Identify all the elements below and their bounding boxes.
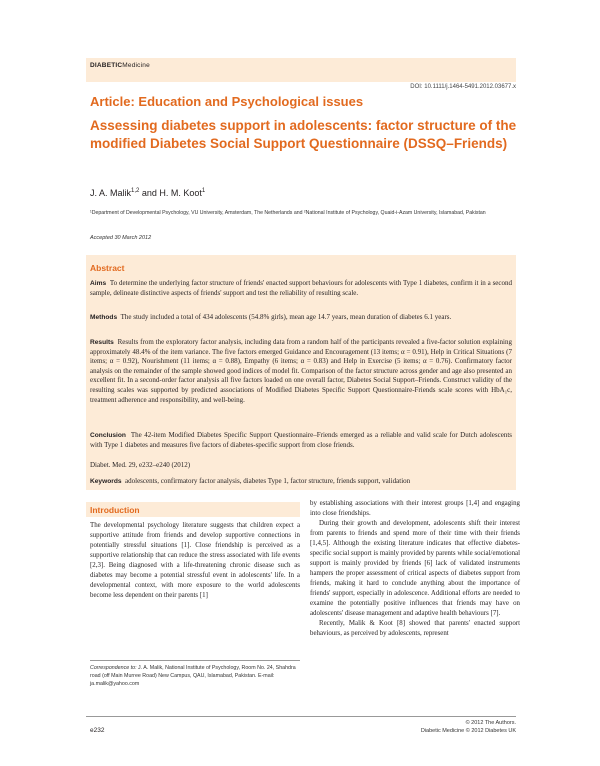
abstract-methods: Methods The study included a total of 434 adolescents (54.8% girls), mean age 14.7 years, mean duration of diabetes 6.1 years.	[90, 313, 452, 321]
abstract-conclusion: Conclusion The 42-item Modified Diabetes Specific Support Questionnaire–Friends emerged as a reliable and valid scale for Dutch adolescents with Type 1 diabetes and measures five factors of diabetes-specific support from close friends.	[90, 431, 513, 449]
keywords: Keywords adolescents, confirmatory factor analysis, diabetes Type 1, factor structure, friends support, validation	[90, 477, 411, 485]
intro-paragraph: Recently, Malik & Koot [8] showed that parents' enacted support behaviours, as perceived by adolescents, represent	[310, 620, 520, 637]
accepted-date: Accepted 30 March 2012	[90, 235, 152, 241]
copyright: © 2012 The Authors. Diabetic Medicine © 2012 Diabetes UK	[420, 720, 516, 734]
footer-rule	[86, 716, 516, 717]
page-number: e232	[90, 727, 105, 734]
left-column	[90, 521, 300, 601]
citation: Diabet. Med. 29, e232–e240 (2012)	[90, 461, 191, 469]
article-title: Assessing diabetes support in adolescents: factor structure of the modified Diabetes Social Support Questionnaire (DSSQ–Friends)	[90, 118, 517, 151]
journal-name: DIABETICMedicine	[90, 62, 150, 69]
abstract-heading: Abstract	[90, 263, 125, 273]
section-type: Article: Education and Psychological issues	[90, 94, 364, 109]
correspondence: Correspondence to: J. A. Malik, National Institute of Psychology, Room No. 24, Shahdra road (off Main Murree Road) New Campus, QAU, Islamabad, Pakistan. E-mail: ja.malik@yahoo.com	[90, 665, 296, 687]
abstract-results: Results Results from the exploratory factor analysis, including data from a random half of the participants revealed a five-factor solution explaining approximately 48.4% of the item variance. The five factors emerged Guidance and Encouragement (13 items; α = 0.91), Help in Critical Situations (7 items; α = 0.92), Nourishment (11 items; α = 0.88), Empathy (6 items; α = 0.83) and Help in Exercise (5 items; α = 0.76). Confirmatory factor analysis on the remainder of the sample showed good indices of model fit. Comparison of the factor structure across gender and age also presented an excellent fit. In a second-order factor analysis all five factors loaded on one overall factor, Diabetes Social Support–Friends. Construct validity of the resulting scales was supported by predicted associations of Modified Diabetes Specific Support Questionnaire-Friends scale scores with HbA₁c, treatment adherence and responsibility, and well-being.	[90, 338, 513, 404]
correspondence-rule	[90, 660, 300, 661]
right-column	[310, 499, 520, 639]
authors: J. A. Malik$^{1,2}$ and H. M. Koot$^1$	[90, 188, 206, 198]
doi: DOI: 10.1111/j.1464-5491.2012.03677.x	[410, 84, 516, 90]
affiliations: ¹Department of Developmental Psychology, VU University, Amsterdam, The Netherlands and ²National Institute of Psychology, Quaid-i-Azam University, Islamabad, Pakistan	[90, 210, 486, 216]
intro-paragraph: by establishing associations with their interest groups [1,4] and engaging into close friendships.	[310, 500, 520, 517]
intro-paragraph: During their growth and development, adolescents shift their interest from parents to friends and spend more of their time with their friends [1,4,5]. Although the existing literature indicates that effective diabetes-specific social support is mainly provided by parents while social/emotional support is mainly provided by friends [6] lack of validated instruments hampers the proper assessment of critical aspects of diabetes support from friends, making it hard to conclude anything about the importance of friends' support, especially in adolescence. Additional efforts are needed to examine the potentially positive influences that friends may have on adolescents' disease management and adaptive health behaviours [7].	[310, 520, 520, 617]
intro-heading: Introduction	[90, 505, 140, 515]
abstract-aims: Aims To determine the underlying factor structure of friends' enacted support behaviours for adolescents with Type 1 diabetes, confirm it in a second sample, delineate distinctive aspects of friends' support and test the reliability of resulting scale.	[90, 279, 513, 297]
intro-paragraph: The developmental psychology literature suggests that children expect a supportive attitude from friends and develop supportive connections in potentially stressful situations [1]. Close friendship is perceived as a supportive relationship that can reduce the stress associated with life events [2,3]. Being diagnosed with a life-threatening chronic disease such as diabetes may become a potential stressful event in adolescents' life. In a developmental context, with more exposure to the world adolescents become less dependent on their parents [1]	[90, 522, 300, 599]
journal-header-bar	[86, 58, 516, 82]
